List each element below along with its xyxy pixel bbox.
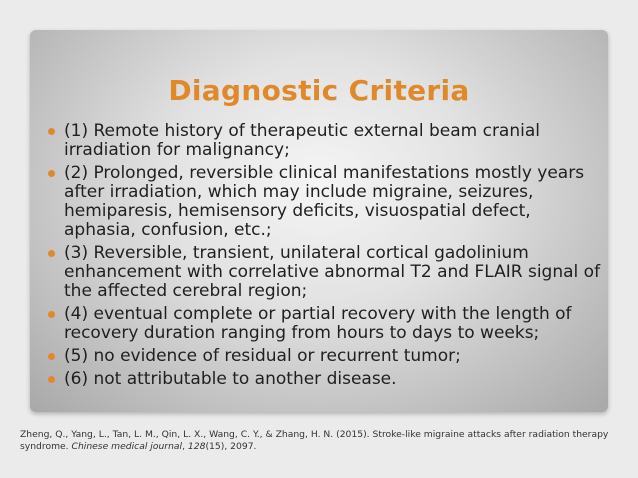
criteria-text-2: (2) Prolonged, reversible clinical manifestations mostly years after irradiation, which may include migraine, seizures, hemiparesis, hemisensory deficits, visuospatial defect, aphasia, confusion, etc.; xyxy=(64,163,585,240)
bullet-dot-icon xyxy=(48,250,55,257)
citation xyxy=(20,429,620,453)
bullet-dot-icon xyxy=(48,353,55,360)
criteria-text-3: (3) Reversible, transient, unilateral cortical gadolinium enhancement with correlative abnormal T2 and FLAIR signal of the affected cerebral region; xyxy=(64,243,601,301)
bullet-dot-icon xyxy=(48,170,55,177)
citation-volume: 128 xyxy=(187,441,206,452)
criteria-text-6: (6) not attributable to another disease. xyxy=(64,369,397,389)
citation-separator: , xyxy=(182,441,188,452)
criteria-item-3 xyxy=(44,244,604,301)
criteria-text-1: (1) Remote history of therapeutic external beam cranial irradiation for malignancy; xyxy=(64,121,540,160)
bullet-dot-icon xyxy=(48,311,55,318)
criteria-text-5: (5) no evidence of residual or recurrent tumor; xyxy=(64,346,461,366)
slide-title: Diagnostic Criteria xyxy=(168,74,470,107)
bullet-dot-icon xyxy=(48,128,55,135)
citation-journal: Chinese medical journal xyxy=(71,441,183,452)
criteria-text-4: (4) eventual complete or partial recovery with the length of recovery duration ranging from hours to days to weeks; xyxy=(64,304,572,343)
criteria-item-2 xyxy=(44,164,604,240)
criteria-list xyxy=(44,122,604,393)
criteria-item-5 xyxy=(44,347,604,366)
criteria-item-1 xyxy=(44,122,604,160)
bullet-dot-icon xyxy=(48,376,55,383)
citation-issue-pages: (15), 2097. xyxy=(205,441,257,452)
criteria-item-6 xyxy=(44,370,604,389)
criteria-item-4 xyxy=(44,305,604,343)
citation-authors: Zheng, Q., Yang, L., Tan, L. M., Qin, L. X., Wang, C. Y., & Zhang, H. N. (2015). Stroke-like migraine attacks after radiation therapy syndrome. xyxy=(20,429,609,452)
